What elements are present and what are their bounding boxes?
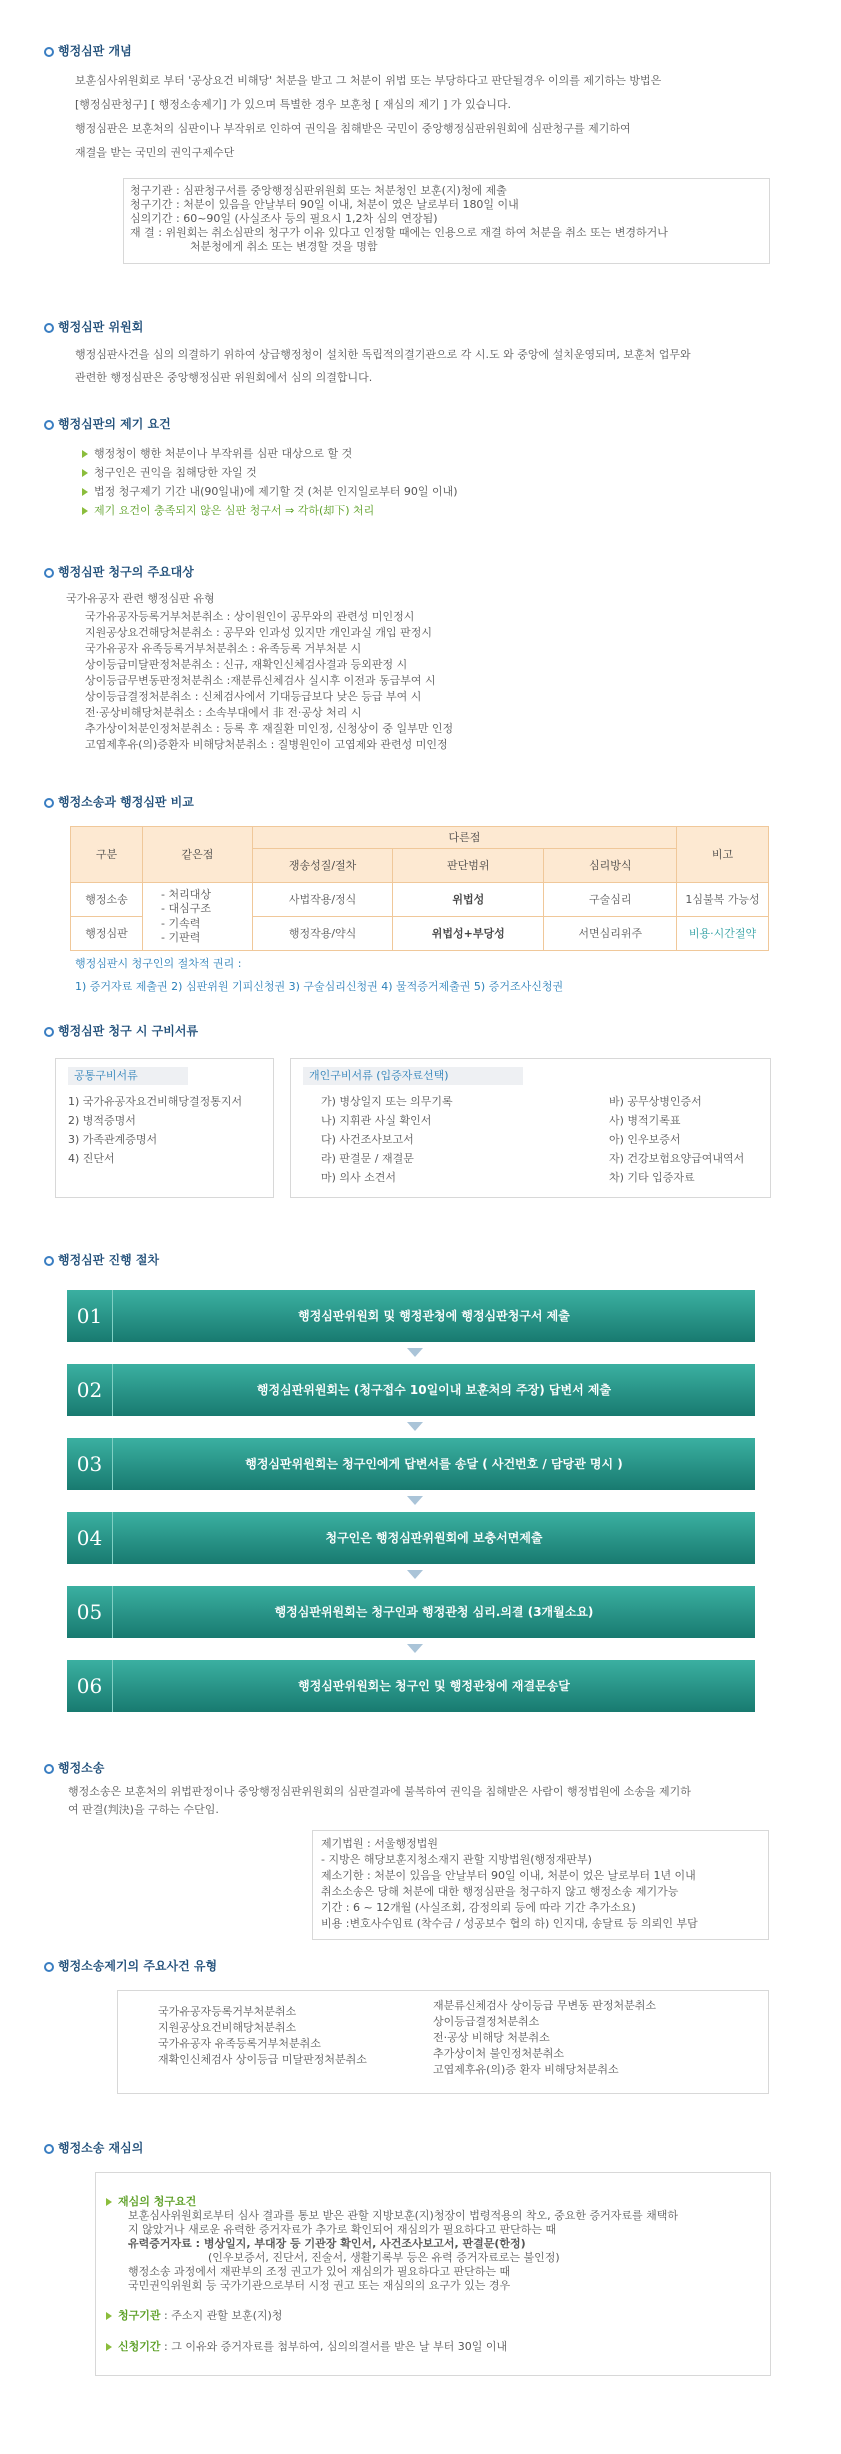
step-number: 06 bbox=[67, 1660, 113, 1712]
info-line: 심의기간 : 60~90일 (사실조사 등의 필요시 1,2차 심의 연장됨) bbox=[130, 212, 438, 225]
section-title-requirements: 행정심판의 제기 요건 bbox=[40, 415, 171, 434]
same-item: - 기판력 bbox=[161, 930, 201, 944]
lawsuit-info-box bbox=[312, 1830, 769, 1940]
step-number: 05 bbox=[67, 1586, 113, 1638]
row-label: 행정소송 bbox=[71, 883, 143, 917]
type-item: 추가상이처 불인정처분취소 bbox=[433, 2047, 565, 2060]
requirement-item: 청구인은 권익을 침해당한 자일 것 bbox=[80, 464, 257, 482]
committee-text-1: 행정심판사건을 심의 의결하기 위하여 상급행정청이 설치한 독립적의결기관으로 각 시.도 와 중앙에 설치운영되며, 보훈처 업무와 bbox=[75, 348, 691, 361]
doc-item: 바) 공무상병인증서 bbox=[609, 1095, 702, 1108]
info-line: 청구기간 : 처분이 있음을 안날부터 90일 이내, 처분이 였은 날로부터 180일 이내 bbox=[130, 198, 519, 211]
step-text: 청구인은 행정심판위원회에 보충서면제출 bbox=[325, 1531, 543, 1545]
common-docs-title: 공통구비서류 bbox=[68, 1067, 188, 1085]
doc-item: 가) 병상일지 또는 의무기록 bbox=[321, 1095, 453, 1108]
process-step bbox=[67, 1660, 755, 1712]
doc-item: 라) 판결문 / 재결문 bbox=[321, 1152, 414, 1165]
process-step bbox=[67, 1438, 755, 1490]
reexam-line: 지 않았거나 새로운 유력한 증거자료가 추가로 확인되어 재심의가 필요하다고 판단하는 때 bbox=[128, 2223, 557, 2236]
target-item: 전·공상비해당처분취소 : 소속부대에서 非 전·공상 처리 시 bbox=[85, 706, 362, 719]
concept-text-4: 재결을 받는 국민의 권익구제수단 bbox=[75, 146, 235, 159]
target-item: 추가상이처분인정처분취소 : 등록 후 재질환 미인정, 신청상이 중 일부만 인정 bbox=[85, 722, 454, 735]
down-arrow-icon bbox=[407, 1570, 423, 1579]
table-cell: 사법작용/정식 bbox=[253, 883, 393, 917]
reexam-agency bbox=[104, 2307, 282, 2325]
reexam-line: 국민권익위원회 등 국가기관으로부터 시정 권고 또는 재심의의 요구가 있는 경우 bbox=[128, 2279, 511, 2292]
reexam-item-title: 재심의 청구요건 bbox=[104, 2193, 196, 2211]
col-header: 판단범위 bbox=[393, 849, 544, 883]
committee-text-2: 관련한 행정심판은 중앙행정심판 위원회에서 심의 의결합니다. bbox=[75, 371, 373, 384]
same-item: - 처리대상 bbox=[161, 887, 211, 901]
doc-item: 3) 가족관계증명서 bbox=[68, 1133, 158, 1146]
process-step bbox=[67, 1364, 755, 1416]
target-item: 상이등급결정처분취소 : 신체검사에서 기대등급보다 낮은 등급 부여 시 bbox=[85, 690, 422, 703]
doc-item: 차) 기타 입증자료 bbox=[609, 1171, 695, 1184]
common-docs-box bbox=[55, 1058, 274, 1198]
table-cell: 1심불복 가능성 bbox=[677, 883, 769, 917]
target-item: 국가유공자 유족등록거부처분취소 : 유족등록 거부처분 시 bbox=[85, 642, 362, 655]
table-cell: 서면심리위주 bbox=[544, 917, 677, 951]
type-item: 고엽제후유(의)증 환자 비해당처분취소 bbox=[433, 2063, 619, 2076]
individual-docs-title: 개인구비서류 (입증자료선택) bbox=[303, 1067, 523, 1085]
step-text: 행정심판위원회는 청구인과 행정관청 심리.의결 (3개월소요) bbox=[274, 1605, 594, 1619]
target-item: 상이등급무변동판정처분취소 :재분류신체검사 실시후 이전과 동급부여 시 bbox=[85, 674, 436, 687]
concept-text-2: [행정심판청구] [ 행정소송제기] 가 있으며 특별한 경우 보훈청 [ 재심의 제기 ] 가 있습니다. bbox=[75, 98, 511, 111]
period-text: : 그 이유와 증거자료를 첨부하여, 심의의결서를 받은 날 부터 30일 이내 bbox=[160, 2340, 508, 2353]
step-text: 행정심판위원회는 청구인 및 행정관청에 재결문송달 bbox=[298, 1679, 570, 1693]
doc-item: 다) 사건조사보고서 bbox=[321, 1133, 414, 1146]
process-step bbox=[67, 1586, 755, 1638]
type-item: 국가유공자 유족등록거부처분취소 bbox=[158, 2037, 321, 2050]
rights-list: 1) 증거자료 제출권 2) 심판위원 기피신청권 3) 구술심리신청권 4) 물적증거제출권 5) 증거조사신청권 bbox=[75, 980, 564, 993]
target-item: 국가유공자등록거부처분취소 : 상이원인이 공무와의 관련성 미인정시 bbox=[85, 610, 415, 623]
process-step bbox=[67, 1290, 755, 1342]
doc-item: 사) 병적기록표 bbox=[609, 1114, 681, 1127]
step-number: 02 bbox=[67, 1364, 113, 1416]
info-line: 기간 : 6 ~ 12개월 (사실조회, 감정의뢰 등에 따라 기간 추가소요) bbox=[321, 1901, 636, 1914]
same-points bbox=[143, 883, 253, 951]
requirement-item: 법정 청구제기 기간 내(90일내)에 제기할 것 (처분 인지일로부터 90일 이내) bbox=[80, 483, 458, 501]
type-item: 지원공상요건비해당처분취소 bbox=[158, 2021, 297, 2034]
lawsuit-text-1: 행정소송은 보훈처의 위법판정이나 중앙행정심판위원회의 심판결과에 불복하여 권익을 침해받은 사람이 행정법원에 소송을 제기하 bbox=[68, 1785, 691, 1798]
row-label: 행정심판 bbox=[71, 917, 143, 951]
table-cell: 비용·시간절약 bbox=[677, 917, 769, 951]
section-title-committee: 행정심판 위원회 bbox=[40, 318, 143, 337]
table-cell: 행정작용/약식 bbox=[253, 917, 393, 951]
info-line: 제소기한 : 처분이 있음을 안날부터 90일 이내, 처분이 었은 날로부터 1년 이내 bbox=[321, 1869, 696, 1882]
doc-item: 나) 지휘관 사실 확인서 bbox=[321, 1114, 432, 1127]
info-line: 제기법원 : 서울행정법원 bbox=[321, 1837, 438, 1850]
col-header: 쟁송성질/절차 bbox=[253, 849, 393, 883]
period-label: 신청기간 bbox=[118, 2340, 161, 2353]
down-arrow-icon bbox=[407, 1644, 423, 1653]
step-text: 행정심판위원회 및 행정관청에 행정심판청구서 제출 bbox=[298, 1309, 570, 1323]
type-item: 국가유공자등록거부처분취소 bbox=[158, 2005, 297, 2018]
target-item: 지원공상요건해당처분취소 : 공무와 인과성 있지만 개인과실 개입 판정시 bbox=[85, 626, 432, 639]
individual-docs-box bbox=[290, 1058, 771, 1198]
target-item: 고엽제후유(의)증환자 비해당처분취소 : 질병원인이 고엽제와 관련성 미인정 bbox=[85, 738, 448, 751]
section-title-concept: 행정심판 개념 bbox=[40, 42, 132, 61]
info-line: - 지방은 해당보훈지청소재지 관할 지방법원(행정재판부) bbox=[321, 1853, 592, 1866]
concept-text-1: 보훈심사위원회로 부터 '공상요건 비해당' 처분을 받고 그 처분이 위법 또는 부당하다고 판단될경우 이의를 제기하는 방법은 bbox=[75, 74, 662, 87]
step-number: 01 bbox=[67, 1290, 113, 1342]
info-line: 처분청에게 취소 또는 변경할 것을 명함 bbox=[190, 240, 378, 253]
section-title-lawsuit: 행정소송 bbox=[40, 1759, 104, 1778]
section-title-reexamination: 행정소송 재심의 bbox=[40, 2139, 143, 2158]
lawsuit-text-2: 여 판결(判決)을 구하는 수단임. bbox=[68, 1803, 219, 1816]
requirement-item: 제기 요건이 충족되지 않은 심판 청구서 ⇒ 각하(却下) 처리 bbox=[80, 502, 374, 520]
section-title-process: 행정심판 진행 절차 bbox=[40, 1251, 159, 1270]
info-line: 취소소송은 당해 처분에 대한 행정심판을 청구하지 않고 행정소송 제기가능 bbox=[321, 1885, 679, 1898]
reexam-line: 보훈심사위원회로부터 심사 결과를 통보 받은 관할 지방보훈(지)청장이 법령적용의 착오, 중요한 증거자료를 채택하 bbox=[128, 2209, 678, 2222]
agency-label: 청구기관 bbox=[118, 2309, 161, 2322]
down-arrow-icon bbox=[407, 1422, 423, 1431]
doc-item: 2) 병적증명서 bbox=[68, 1114, 136, 1127]
down-arrow-icon bbox=[407, 1496, 423, 1505]
reexam-line: 유력증거자료 : 병상일지, 부대장 등 기관장 확인서, 사건조사보고서, 판결문(한정) bbox=[128, 2237, 526, 2250]
section-title-documents: 행정심판 청구 시 구비서류 bbox=[40, 1022, 198, 1041]
table-cell: 위법성 bbox=[393, 883, 544, 917]
table-cell: 구술심리 bbox=[544, 883, 677, 917]
section-title-lawsuit-types: 행정소송제기의 주요사건 유형 bbox=[40, 1957, 217, 1976]
agency-text: : 주소지 관할 보훈(지)청 bbox=[160, 2309, 283, 2322]
same-item: - 대심구조 bbox=[161, 902, 211, 916]
down-arrow-icon bbox=[407, 1348, 423, 1357]
doc-item: 마) 의사 소견서 bbox=[321, 1171, 397, 1184]
col-header: 비고 bbox=[677, 827, 769, 883]
type-item: 상이등급결정처분취소 bbox=[433, 2015, 540, 2028]
info-line: 비용 :변호사수임료 (착수금 / 성공보수 협의 하) 인지대, 송달료 등 의뢰인 부담 bbox=[321, 1917, 698, 1930]
reexam-line: 행정소송 과정에서 재판부의 조정 권고가 있어 재심의가 필요하다고 판단하는 때 bbox=[128, 2265, 511, 2278]
step-text: 행정심판위원회는 청구인에게 답변서를 송달 ( 사건번호 / 담당관 명시 ) bbox=[245, 1457, 623, 1471]
step-number: 03 bbox=[67, 1438, 113, 1490]
col-header: 심리방식 bbox=[544, 849, 677, 883]
col-header: 다른점 bbox=[253, 827, 677, 849]
reexamination-box bbox=[95, 2172, 771, 2376]
rights-title: 행정심판시 청구인의 절차적 권리 : bbox=[75, 957, 242, 970]
type-item: 전·공상 비해당 처분취소 bbox=[433, 2031, 550, 2044]
doc-item: 4) 진단서 bbox=[68, 1152, 115, 1165]
info-line: 재 결 : 위원회는 취소심판의 청구가 이유 있다고 인정할 때에는 인용으로 재결 하여 처분을 취소 또는 변경하거나 bbox=[130, 226, 668, 239]
table-cell: 위법성+부당성 bbox=[393, 917, 544, 951]
targets-subtitle: 국가유공자 관련 행정심판 유형 bbox=[66, 592, 215, 605]
doc-item: 자) 건강보험요양급여내역서 bbox=[609, 1152, 745, 1165]
col-header: 같은점 bbox=[143, 827, 253, 883]
doc-item: 1) 국가유공자요건비해당결정통지서 bbox=[68, 1095, 243, 1108]
process-step bbox=[67, 1512, 755, 1564]
target-item: 상이등급미달판정처분취소 : 신규, 재확인신체검사결과 등외판정 시 bbox=[85, 658, 408, 671]
comparison-table bbox=[70, 826, 769, 951]
col-header: 구분 bbox=[71, 827, 143, 883]
section-title-targets: 행정심판 청구의 주요대상 bbox=[40, 563, 194, 582]
requirement-item: 행정청이 행한 처분이나 부작위를 심판 대상으로 할 것 bbox=[80, 445, 352, 463]
section-title-compare: 행정소송과 행정심판 비교 bbox=[40, 793, 194, 812]
type-item: 재분류신체검사 상이등급 무변동 판정처분취소 bbox=[433, 1999, 657, 2012]
step-number: 04 bbox=[67, 1512, 113, 1564]
doc-item: 아) 인우보증서 bbox=[609, 1133, 681, 1146]
type-item: 재확인신체검사 상이등급 미달판정처분취소 bbox=[158, 2053, 367, 2066]
lawsuit-types-box bbox=[117, 1990, 769, 2094]
info-line: 청구기관 : 심판청구서를 중앙행정심판위원회 또는 처분청인 보훈(지)청에 제출 bbox=[130, 184, 507, 197]
concept-info-box bbox=[123, 178, 770, 264]
reexam-period bbox=[104, 2338, 507, 2356]
concept-text-3: 행정심판은 보훈처의 심판이나 부작위로 인하여 권익을 침해받은 국민이 중앙행정심판위원회에 심판청구를 제기하여 bbox=[75, 122, 631, 135]
step-text: 행정심판위원회는 (청구접수 10일이내 보훈처의 주장) 답변서 제출 bbox=[256, 1383, 612, 1397]
same-item: - 기속력 bbox=[161, 916, 201, 930]
reexam-line: (인우보증서, 진단서, 진술서, 생활기록부 등은 유력 증거자료로는 불인정) bbox=[208, 2251, 560, 2264]
